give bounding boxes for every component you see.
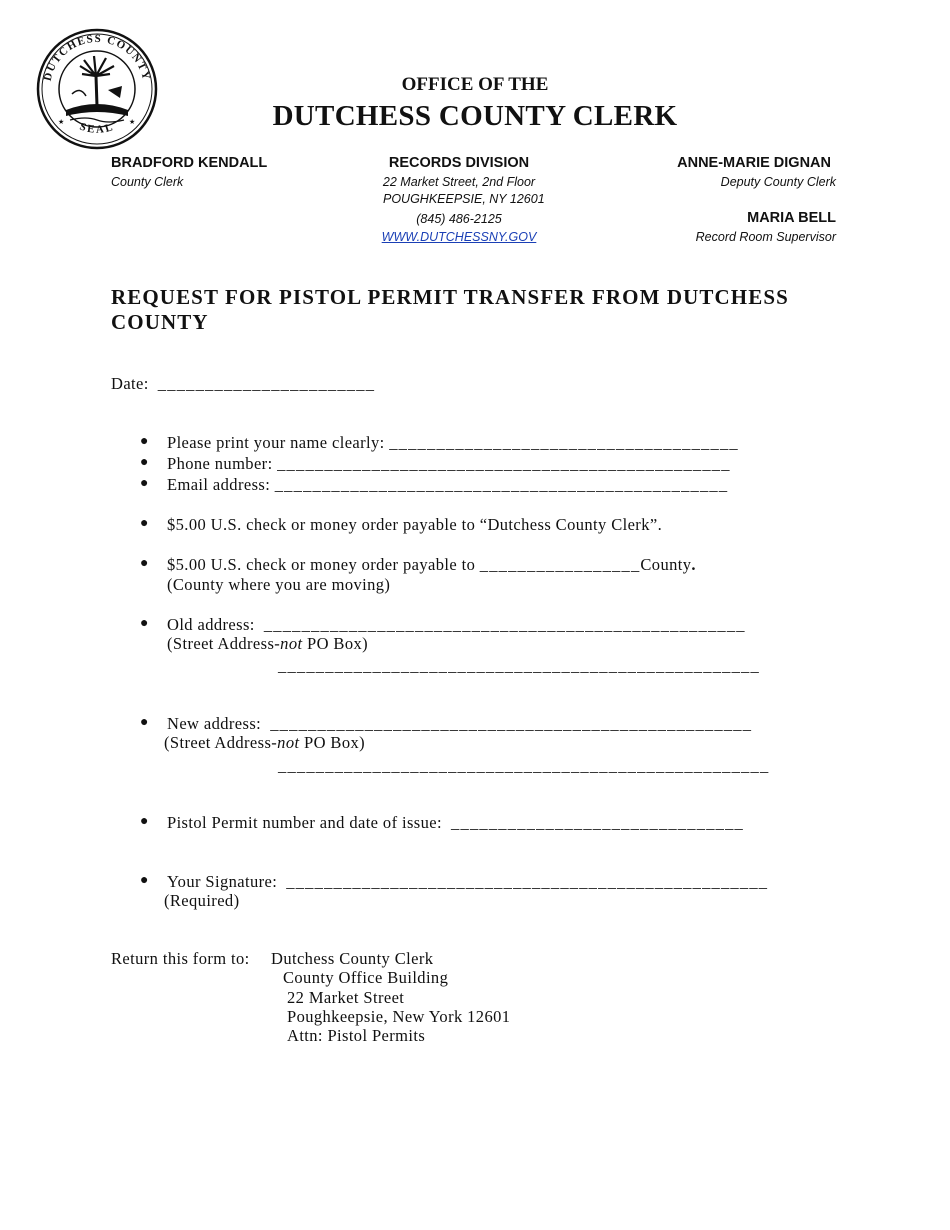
return-line-1: Dutchess County Clerk — [271, 949, 434, 968]
new-note-suffix: PO Box) — [299, 733, 366, 752]
old-note-not: not — [280, 634, 303, 653]
return-line-3: 22 Market Street — [287, 988, 405, 1007]
clerk-title: DUTCHESS COUNTY CLERK — [272, 100, 678, 132]
date-field[interactable]: _______________________ — [157, 374, 376, 393]
bullet-icon: ● — [140, 516, 149, 531]
old-note-suffix: PO Box) — [302, 634, 369, 653]
bullet-icon: ● — [140, 455, 149, 470]
bullet-icon: ● — [140, 814, 149, 829]
new-address-note — [164, 733, 365, 753]
name-field[interactable]: _____________________________________ — [389, 433, 739, 452]
bullet-icon: ● — [140, 616, 149, 631]
check-county-period: . — [691, 555, 696, 574]
bullet-icon: ● — [140, 476, 149, 491]
return-line-5: Attn: Pistol Permits — [287, 1026, 426, 1045]
old-note-prefix: (Street Address- — [167, 634, 281, 653]
check-county-prefix: $5.00 U.S. check or money order payable to — [167, 555, 476, 574]
phone-row — [167, 454, 731, 474]
return-label: Return this form to: — [111, 949, 250, 968]
new-note-prefix: (Street Address- — [164, 733, 278, 752]
new-address-field[interactable]: ___________________________________________________ — [270, 714, 753, 733]
new-note-not: not — [277, 733, 300, 752]
county-clerk-name: BRADFORD KENDALL — [111, 155, 268, 171]
new-address-field-2[interactable]: ____________________________________________________ — [278, 756, 770, 775]
signature-row — [167, 872, 768, 892]
email-row — [167, 475, 728, 495]
permit-row — [167, 813, 744, 833]
signature-note: (Required) — [164, 891, 240, 910]
supervisor-name: MARIA BELL — [747, 210, 836, 226]
seal-top-text: DUTCHESS COUNTY — [41, 32, 153, 83]
signature-field[interactable]: ___________________________________________________ — [286, 872, 769, 891]
svg-text:★: ★ — [58, 118, 65, 126]
old-address-label: Old address: — [167, 615, 255, 634]
permit-field[interactable]: _______________________________ — [451, 813, 744, 832]
new-address-label: New address: — [167, 714, 262, 733]
check-county-note: (County where you are moving) — [167, 575, 391, 594]
website-link[interactable]: WWW.DUTCHESSNY.GOV — [381, 230, 537, 244]
seal-bottom-text: SEAL — [78, 120, 116, 137]
county-clerk-role: County Clerk — [111, 175, 184, 189]
destination-county-field[interactable]: _________________ — [479, 555, 641, 574]
return-line-4: Poughkeepsie, New York 12601 — [287, 1007, 511, 1026]
bullet-icon: ● — [140, 556, 149, 571]
deputy-clerk-role: Deputy County Clerk — [720, 175, 836, 189]
email-label: Email address: — [167, 475, 271, 494]
division-phone: (845) 486-2125 — [416, 212, 502, 226]
check-clerk-text: $5.00 U.S. check or money order payable to “Dutchess County Clerk”. — [167, 515, 663, 534]
new-address-row — [167, 714, 752, 734]
deputy-clerk-name: ANNE-MARIE DIGNAN — [677, 155, 831, 171]
form-title: REQUEST FOR PISTOL PERMIT TRANSFER FROM DUTCHESS COUNTY — [111, 285, 789, 334]
old-address-field-2[interactable]: ___________________________________________________ — [278, 656, 760, 675]
bullet-icon: ● — [140, 715, 149, 730]
permit-label: Pistol Permit number and date of issue: — [167, 813, 442, 832]
svg-text:★: ★ — [129, 118, 136, 126]
phone-field[interactable]: ________________________________________________ — [277, 454, 731, 473]
bullet-icon: ● — [140, 434, 149, 449]
supervisor-role: Record Room Supervisor — [695, 230, 836, 244]
phone-label: Phone number: — [167, 454, 273, 473]
bullet-icon: ● — [140, 873, 149, 888]
division-street: 22 Market Street, 2nd Floor — [382, 175, 536, 189]
name-label: Please print your name clearly: — [167, 433, 385, 452]
office-of-heading: OFFICE OF THE — [401, 74, 549, 95]
old-address-note — [167, 634, 368, 654]
website-link-wrap — [309, 230, 609, 244]
date-label: Date: — [111, 374, 149, 393]
name-row — [167, 433, 739, 453]
records-division-heading: RECORDS DIVISION — [388, 155, 530, 171]
old-address-field[interactable]: ___________________________________________________ — [263, 615, 746, 634]
return-line-2: County Office Building — [283, 968, 449, 987]
signature-label: Your Signature: — [167, 872, 278, 891]
check-county-suffix: County — [640, 555, 692, 574]
email-field[interactable]: ________________________________________________ — [274, 475, 729, 494]
old-address-row — [167, 615, 746, 635]
date-row — [111, 374, 375, 394]
check-county-row — [167, 555, 696, 575]
division-city: POUGHKEEPSIE, NY 12601 — [383, 192, 545, 206]
